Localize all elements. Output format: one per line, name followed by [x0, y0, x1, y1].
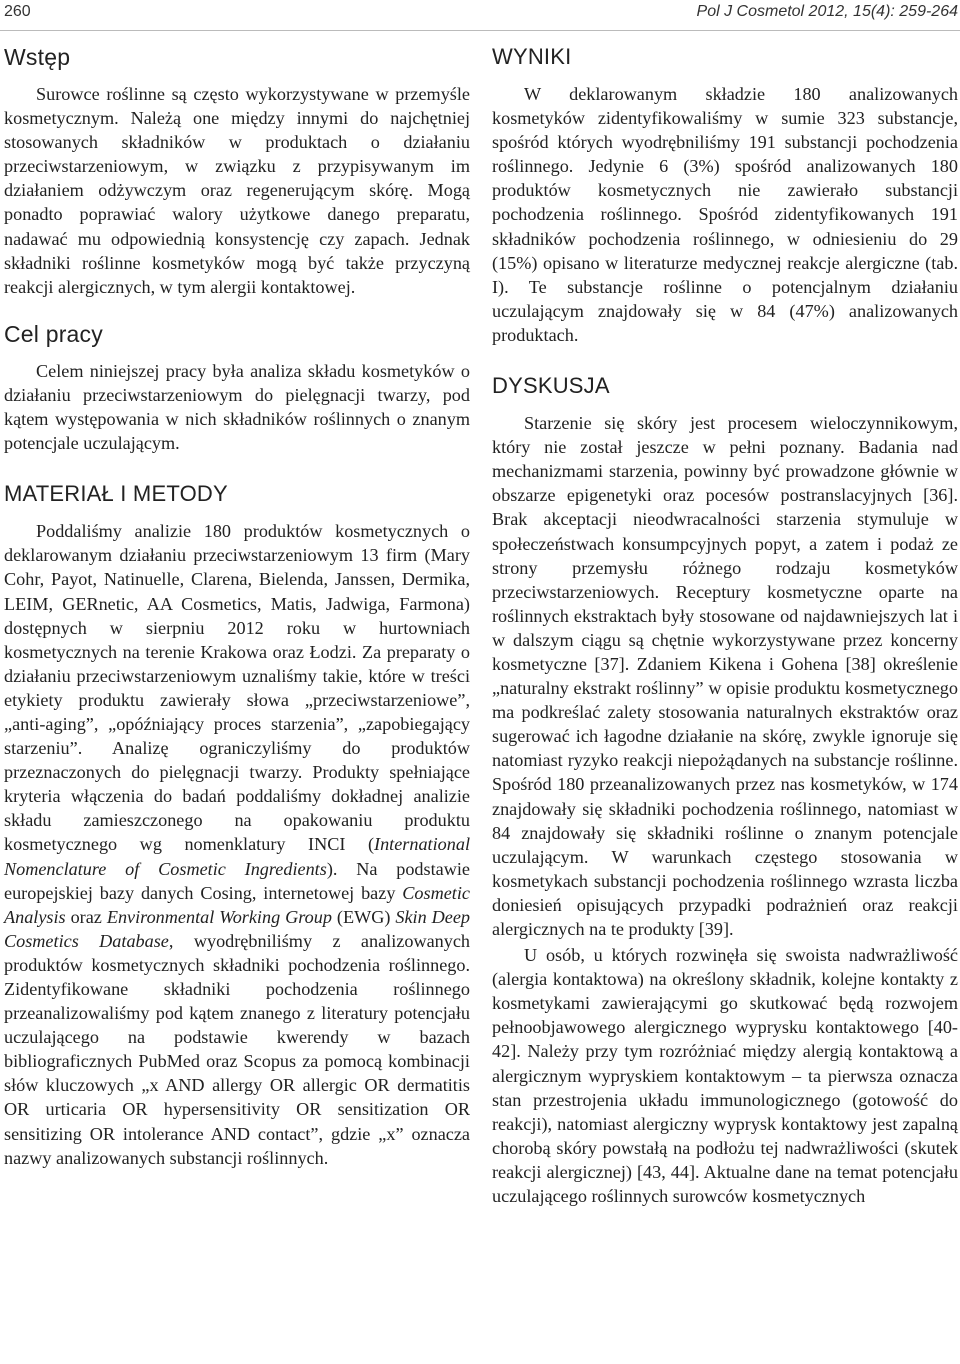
journal-reference: Pol J Cosmetol 2012, 15(4): 259-264 — [696, 3, 958, 20]
heading-introduction: Wstęp — [4, 44, 71, 70]
discussion-paragraph-1: Starzenie się skóry jest procesem wieloczynnikowym, który nie został jeszcze w pełni poznany. Badania nad mechanizmami starzenia, powinny być prowadzone głównie w obszarze epigenetyki oraz pocesów postranslacyjnych [36]. Brak akceptacji nieodwracalności starzenia stymuluje w społeczeństwach konsumpcyjnych popyt, a zatem i podaż ze strony przemysłu różnego rodzaju kosmetyków przeciwstarzeniowych. Receptury kosmetyczne oparte na roślinnych ekstraktach były stosowane od najdawniejszych lat i w dalszym ciągu są chętnie wykorzystywane przez koncerny kosmetyczne [37]. Zdaniem Kikena i Gohena [38] określenie „naturalny ekstrakt roślinny” w opisie produktu kosmetycznego ma podkreślać zalety stosowania naturalnych ekstraktów oraz sugerować ich łagodne działanie na skórę, zwykle ignoruje się natomiast ryzyko reakcji niepożądanych na substancje roślinne. Spośród 180 przeanalizowanych przez nas kosmetyków, w 174 znajdowały się składniki pochodzenia roślinnego, natomiast w 84 znajdowały się składniki roślinne o znanym potencjale uczulającym. W warunkach częstego stosowania w kosmetykach substancji pochodzenia roślinnego wzrasta liczba doniesień opisujących przypadki podrażnień oraz reakcji alergicznych na te produkty [39]. — [492, 413, 958, 939]
cosmetic-analysis-name: Cosmetic Analysis — [4, 882, 470, 927]
ewg-name: Environmental Working Group — [106, 906, 332, 927]
methods-text-c: oraz — [65, 906, 107, 927]
page-header — [0, 0, 960, 31]
results-paragraph: W deklarowanym składzie 180 analizowanych kosmetyków zidentyfikowaliśmy w sumie 323 substancje, spośród których wyodrębniliśmy 191 substancji pochodzenia roślinnego. Jedynie 6 (3%) spośród analizowanych 180 produktów kosmetycznych nie zawierało substancji pochodzenia roślinnego. Spośród zidentyfikowanych 191 składników pochodzenia roślinnego, w odniesieniu do 29 (15%) opisano w literaturze medycznej reakcje alergiczne (tab. I). Te substancje roślinne o potencjalnym działaniu uczulającym znajdowały się w 84 (47%) analizowanych produktach. — [492, 84, 958, 345]
methods-paragraph — [4, 519, 470, 1170]
heading-methods: MATERIAŁ I METODY — [4, 481, 228, 507]
page-number: 260 — [4, 3, 31, 20]
right-column — [492, 36, 958, 1208]
methods-text-b: ). Na podstawie europejskiej bazy danych Cosing, internetowej bazy — [4, 858, 470, 903]
skin-deep-database-name: Skin Deep Cosmetics Database — [4, 906, 471, 951]
heading-results: WYNIKI — [492, 44, 572, 69]
inci-full-name: International Nomenclature of Cosmetic Ingredients — [4, 834, 470, 879]
methods-text-e: , wyodrębniliśmy z analizowanych produktów kosmetycznych składniki pochodzenia roślinnego. Zidentyfikowane składniki pochodzenia roślinnego przeanalizowaliśmy pod kątem znanego z literatury potencjału uczulającego na podstawie kwerendy w bazach bibliograficznych PubMed oraz Scopus za pomocą kombinacji słów kluczowych „x AND allergy OR allergic OR dermatitis OR urticaria OR hypersensitivity OR sensitization OR sensitizing OR intolerance AND contact”, gdzie „x” oznacza nazwy analizowanych substancji roślinnych. — [4, 930, 470, 1168]
left-column — [4, 36, 470, 1170]
aim-paragraph: Celem niniejszej pracy była analiza składu kosmetyków o działaniu przeciwstarzeniowym do pielęgnacji twarzy, pod kątem występowania w nich składników roślinnych o znanym potencjale uczulającym. — [4, 360, 470, 454]
methods-text-a: Poddaliśmy analizie 180 produktów kosmetycznych o deklarowanym działaniu przeciwstarzeniowym 13 firm (Mary Cohr, Payot, Natinuelle, Clarena, Bielenda, Janssen, Dermika, LEIM, GERnetic, AA Cosmetics, Matis, Jadwiga, Farmona) dostępnych w sierpniu 2012 roku w hurtowniach kosmetycznych na terenie Krakowa oraz Łodzi. Za preparaty o działaniu przeciwstarzeniowym uznaliśmy takie, które w treści etykiety produktu zawierały słowa „przeciwstarzeniowe”, „anti-aging”, „opóźniający proces starzenia”, „zapobiegający starzeniu”. Analizę ograniczyliśmy do produktów przeznaczonych do pielęgnacji twarzy. Produkty spełniające kryteria włączenia do badań poddaliśmy dokładnej analizie składu zamieszczonego na opakowaniu produktu kosmetycznego wg nomenklatury INCI ( — [4, 521, 470, 855]
heading-discussion: DYSKUSJA — [492, 373, 610, 399]
methods-text-d: (EWG) — [331, 906, 396, 927]
discussion-paragraph-2: U osób, u których rozwinęła się swoista nadwrażliwość (alergia kontaktowa) na określony składnik, kolejne kontakty z kosmetykami zawierającymi go skutkować będą rozwojem pełnoobjawowego alergicznego wyprysku kontaktowego [40-42]. Należy przy tym rozróżniać między alergią kontaktową a alergicznym wypryskiem kontaktowym – ta pierwsza oznacza stan przestrojenia układu immunologicznego (gotowość do reakcji), natomiast alergiczny wyprysk kontaktowy jest zapalną chorobą skóry powstałą na podłożu tej nadwrażliwości (skutek reakcji alergicznej) [43, 44]. Aktualne dane na temat potencjału uczulającego roślinnych surowców kosmetycznych — [492, 945, 958, 1207]
heading-aim: Cel pracy — [4, 320, 103, 347]
introduction-paragraph: Surowce roślinne są często wykorzystywane w przemyśle kosmetycznym. Należą one między innymi do najchętniej stosowanych składników w produktach o działaniu przeciwstarzeniowym, w związku z przypisywanym im działaniem odżywczym oraz regenerującym skórę. Mogą ponadto poprawiać walory użytkowe danego preparatu, nadawać mu odpowiednią konsystencję czy zapach. Jednak składniki roślinne kosmetyków mogą być także przyczyną reakcji alergicznych, w tym alergii kontaktowej. — [4, 84, 470, 297]
